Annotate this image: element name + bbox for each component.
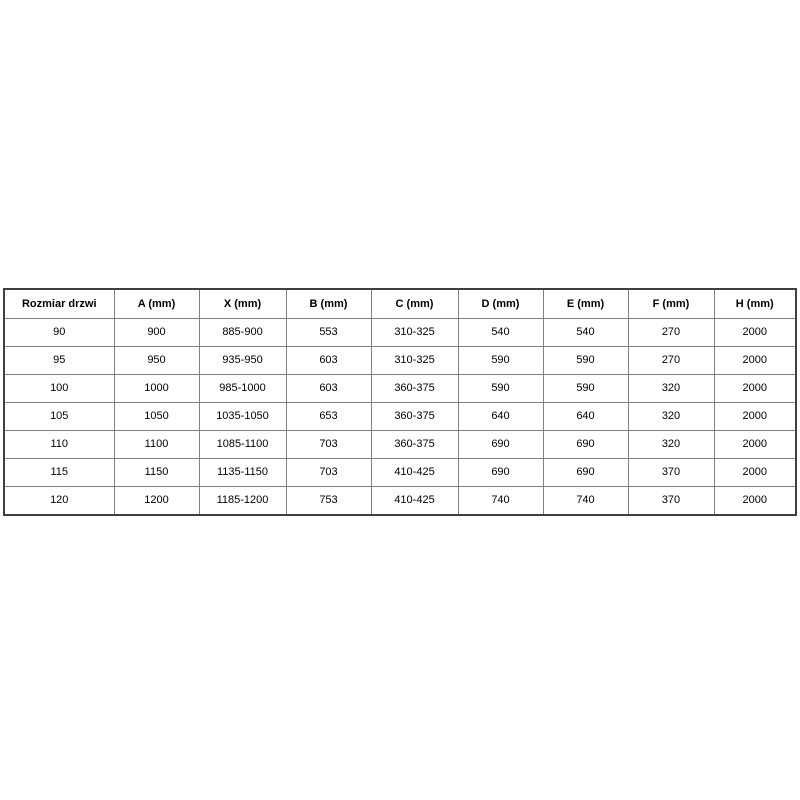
- table-cell: 640: [458, 403, 543, 431]
- table-cell: 270: [628, 347, 714, 375]
- table-cell: 590: [458, 375, 543, 403]
- table-cell: 640: [543, 403, 628, 431]
- table-cell: 360-375: [371, 375, 458, 403]
- table-row: [4, 375, 796, 403]
- table-cell: 270: [628, 319, 714, 347]
- table-cell: 590: [458, 347, 543, 375]
- col-header-d-mm: D (mm): [458, 289, 543, 319]
- table-row: [4, 431, 796, 459]
- col-header-e-mm: E (mm): [543, 289, 628, 319]
- table-cell: 985-1000: [199, 375, 286, 403]
- table-cell: 1135-1150: [199, 459, 286, 487]
- table-cell: 90: [4, 319, 114, 347]
- table-cell: 1050: [114, 403, 199, 431]
- table-cell: 753: [286, 487, 371, 516]
- table-cell: 2000: [714, 375, 796, 403]
- table-header-row: [4, 289, 796, 319]
- table-cell: 370: [628, 487, 714, 516]
- table-cell: 2000: [714, 347, 796, 375]
- col-header-rozmiar-drzwi: Rozmiar drzwi: [4, 289, 114, 319]
- table-cell: 703: [286, 459, 371, 487]
- door-size-spec-table: [3, 288, 797, 516]
- table-cell: 900: [114, 319, 199, 347]
- table-cell: 1150: [114, 459, 199, 487]
- col-header-b-mm: B (mm): [286, 289, 371, 319]
- table-cell: 360-375: [371, 403, 458, 431]
- table-cell: 370: [628, 459, 714, 487]
- table-cell: 100: [4, 375, 114, 403]
- table-cell: 310-325: [371, 347, 458, 375]
- table-cell: 410-425: [371, 487, 458, 516]
- table-cell: 653: [286, 403, 371, 431]
- table-row: [4, 487, 796, 516]
- table-cell: 360-375: [371, 431, 458, 459]
- col-header-h-mm: H (mm): [714, 289, 796, 319]
- col-header-f-mm: F (mm): [628, 289, 714, 319]
- table-cell: 603: [286, 347, 371, 375]
- table-cell: 950: [114, 347, 199, 375]
- table-cell: 2000: [714, 403, 796, 431]
- table-cell: 590: [543, 347, 628, 375]
- table-cell: 2000: [714, 487, 796, 516]
- table-cell: 1185-1200: [199, 487, 286, 516]
- table-cell: 1000: [114, 375, 199, 403]
- table-cell: 553: [286, 319, 371, 347]
- table-cell: 935-950: [199, 347, 286, 375]
- table-cell: 2000: [714, 431, 796, 459]
- table-cell: 703: [286, 431, 371, 459]
- table-cell: 320: [628, 403, 714, 431]
- table-cell: 690: [458, 459, 543, 487]
- table-cell: 310-325: [371, 319, 458, 347]
- table-cell: 740: [458, 487, 543, 516]
- table-cell: 690: [458, 431, 543, 459]
- table-cell: 540: [458, 319, 543, 347]
- table-cell: 1200: [114, 487, 199, 516]
- table-cell: 590: [543, 375, 628, 403]
- table-cell: 105: [4, 403, 114, 431]
- table-row: [4, 459, 796, 487]
- table-cell: 1035-1050: [199, 403, 286, 431]
- table-cell: 120: [4, 487, 114, 516]
- col-header-a-mm: A (mm): [114, 289, 199, 319]
- table-cell: 320: [628, 431, 714, 459]
- table-cell: 320: [628, 375, 714, 403]
- table-cell: 95: [4, 347, 114, 375]
- table-cell: 2000: [714, 459, 796, 487]
- table-cell: 690: [543, 459, 628, 487]
- table-cell: 603: [286, 375, 371, 403]
- table-cell: 410-425: [371, 459, 458, 487]
- col-header-x-mm: X (mm): [199, 289, 286, 319]
- table-cell: 540: [543, 319, 628, 347]
- table-row: [4, 403, 796, 431]
- table-cell: 115: [4, 459, 114, 487]
- table-cell: 690: [543, 431, 628, 459]
- table-cell: 1100: [114, 431, 199, 459]
- table-cell: 740: [543, 487, 628, 516]
- table-cell: 1085-1100: [199, 431, 286, 459]
- table-row: [4, 347, 796, 375]
- table-row: [4, 319, 796, 347]
- col-header-c-mm: C (mm): [371, 289, 458, 319]
- table-cell: 110: [4, 431, 114, 459]
- table-cell: 885-900: [199, 319, 286, 347]
- table-cell: 2000: [714, 319, 796, 347]
